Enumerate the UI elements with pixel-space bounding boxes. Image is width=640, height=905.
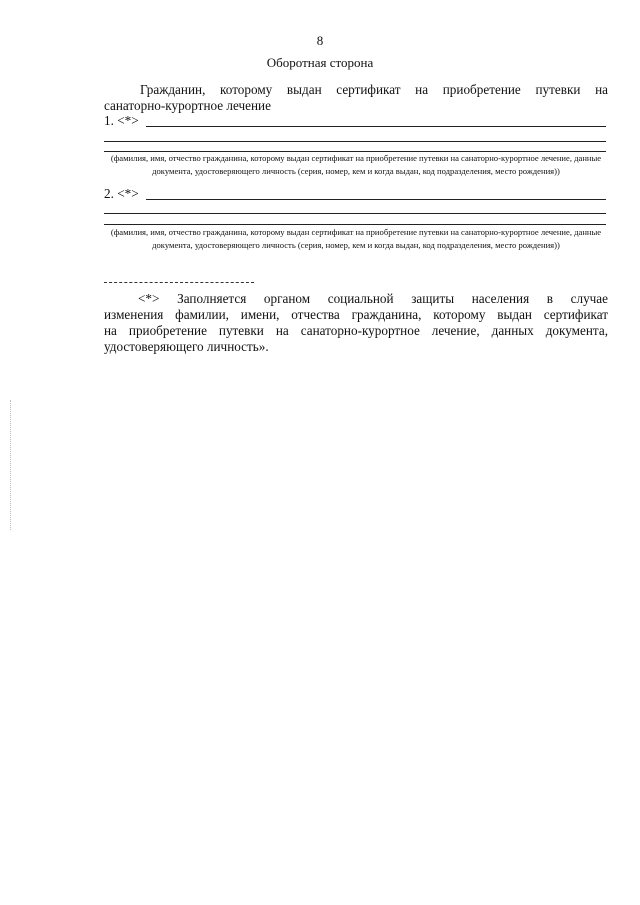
scan-margin-marks bbox=[10, 400, 11, 530]
entry-1-field-continuation[interactable] bbox=[104, 141, 606, 142]
footnote-line: на приобретение путевки на санаторно-курортное лечение, данных документа, bbox=[104, 323, 608, 338]
intro-paragraph bbox=[104, 82, 608, 114]
entry-1-field[interactable] bbox=[146, 126, 606, 127]
entry-1-caption: (фамилия, имя, отчество гражданина, которому выдан сертификат на приобретение путевки на санаторно-курортное лечение, данные документа, удостоверяющего личность (серия, номер, кем и когда выдан, код подразделения, место рождения)) bbox=[110, 153, 602, 176]
page-number: 8 bbox=[316, 33, 324, 48]
entry-2-caption: (фамилия, имя, отчество гражданина, которому выдан сертификат на приобретение путевки на санаторно-курортное лечение, данные документа, удостоверяющего личность (серия, номер, кем и когда выдан, код подразделения, место рождения)) bbox=[110, 227, 602, 250]
footnote-separator bbox=[104, 282, 254, 283]
footnote bbox=[104, 291, 608, 355]
intro-line: санаторно-курортное лечение bbox=[104, 98, 271, 113]
footnote-line: изменения фамилии, имени, отчества гражданина, которому выдан сертификат bbox=[104, 307, 608, 322]
entry-2-field[interactable] bbox=[146, 199, 606, 200]
intro-line: Гражданин, которому выдан сертификат на приобретение путевки на bbox=[140, 82, 608, 97]
page-heading: Оборотная сторона bbox=[266, 55, 374, 70]
entry-2-field-continuation[interactable] bbox=[104, 213, 606, 214]
footnote-line: <*> Заполняется органом социальной защиты населения в случае bbox=[138, 291, 608, 306]
entry-1-label: 1. <*> bbox=[104, 113, 139, 128]
entry-2-field-continuation[interactable] bbox=[104, 224, 606, 225]
footnote-line: удостоверяющего личность». bbox=[104, 339, 269, 354]
entry-2-label: 2. <*> bbox=[104, 186, 139, 201]
